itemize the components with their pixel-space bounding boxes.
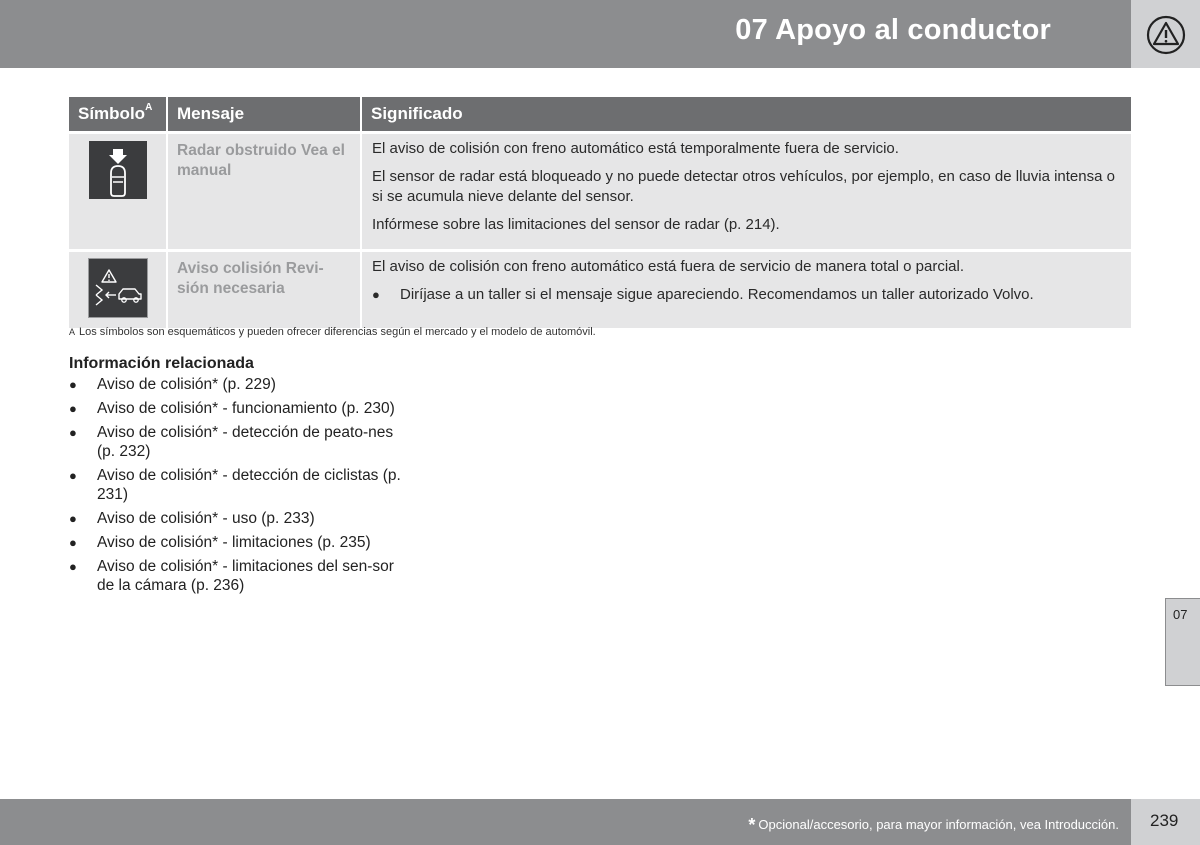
related-info-title: Información relacionada xyxy=(69,355,254,372)
meaning-text: Infórmese sobre las limitaciones del sensor de radar (p. 214). xyxy=(372,216,780,233)
bullet-icon: ● xyxy=(69,535,77,550)
table-header-row xyxy=(69,97,1131,133)
list-item: ● Diríjase a un taller si el mensaje sigue apareciendo. Recomendamos un taller autorizado Volvo. xyxy=(372,286,1034,303)
related-link[interactable]: ● Aviso de colisión* - detección de ciclistas (p. 231) xyxy=(69,467,401,503)
message-cell: Aviso colisión Revi-sión necesaria xyxy=(167,251,361,328)
meaning-cell xyxy=(361,251,1131,328)
radar-obstructed-icon xyxy=(89,141,147,199)
bullet-icon: ● xyxy=(69,468,77,483)
warning-triangle-icon xyxy=(1146,15,1186,55)
page-number: 239 xyxy=(1150,811,1179,830)
bullet-icon: ● xyxy=(372,287,380,302)
related-link[interactable]: ● Aviso de colisión* - detección de peato-nes (p. 232) xyxy=(69,424,394,460)
chapter-side-tab[interactable]: 07 xyxy=(1165,598,1200,686)
meaning-cell xyxy=(361,133,1131,251)
meaning-text: El aviso de colisión con freno automático está fuera de servicio de manera total o parcial. xyxy=(372,258,964,275)
bullet-icon: ● xyxy=(69,377,77,392)
page-header xyxy=(0,0,1131,68)
table-footnote: A Los símbolos son esquemáticos y pueden ofrecer diferencias según el mercado y el modelo de automóvil. xyxy=(69,326,596,338)
symbol-cell xyxy=(69,251,167,328)
message-table xyxy=(69,97,1131,328)
related-link[interactable]: ● Aviso de colisión* - uso (p. 233) xyxy=(69,510,315,527)
chapter-icon-box xyxy=(1131,0,1200,68)
column-header-symbol: Símbolo$^A$ xyxy=(69,97,167,133)
bullet-icon: ● xyxy=(69,511,77,526)
related-link[interactable]: ● Aviso de colisión* (p. 229) xyxy=(69,376,276,393)
related-link[interactable]: ● Aviso de colisión* - limitaciones del sen-sor de la cámara (p. 236) xyxy=(69,558,394,594)
symbol-cell xyxy=(69,133,167,251)
meaning-text: El aviso de colisión con freno automático está temporalmente fuera de servicio. xyxy=(372,140,899,157)
table-row xyxy=(69,251,1131,328)
bullet-icon: ● xyxy=(69,425,77,440)
chapter-title: 07 Apoyo al conductor xyxy=(735,14,1051,46)
column-header-message: Mensaje xyxy=(167,97,361,133)
related-info xyxy=(69,355,414,600)
bullet-icon: ● xyxy=(69,559,77,574)
page-footer xyxy=(0,799,1131,845)
footer-note: * Opcional/accesorio, para mayor información, vea Introducción. xyxy=(748,815,1119,835)
collision-warning-service-icon xyxy=(88,258,148,318)
bullet-icon: ● xyxy=(69,401,77,416)
message-cell: Radar obstruido Vea el manual xyxy=(167,133,361,251)
related-link[interactable]: ● Aviso de colisión* - funcionamiento (p. 230) xyxy=(69,400,395,417)
column-header-meaning: Significado xyxy=(361,97,1131,133)
related-link[interactable]: ● Aviso de colisión* - limitaciones (p. 235) xyxy=(69,534,371,551)
page-number-box xyxy=(1131,799,1200,845)
meaning-text: El sensor de radar está bloqueado y no puede detectar otros vehículos, por ejemplo, en caso de lluvia intensa o si se acumula nieve delante del sensor. xyxy=(372,168,1115,205)
table-row xyxy=(69,133,1131,251)
